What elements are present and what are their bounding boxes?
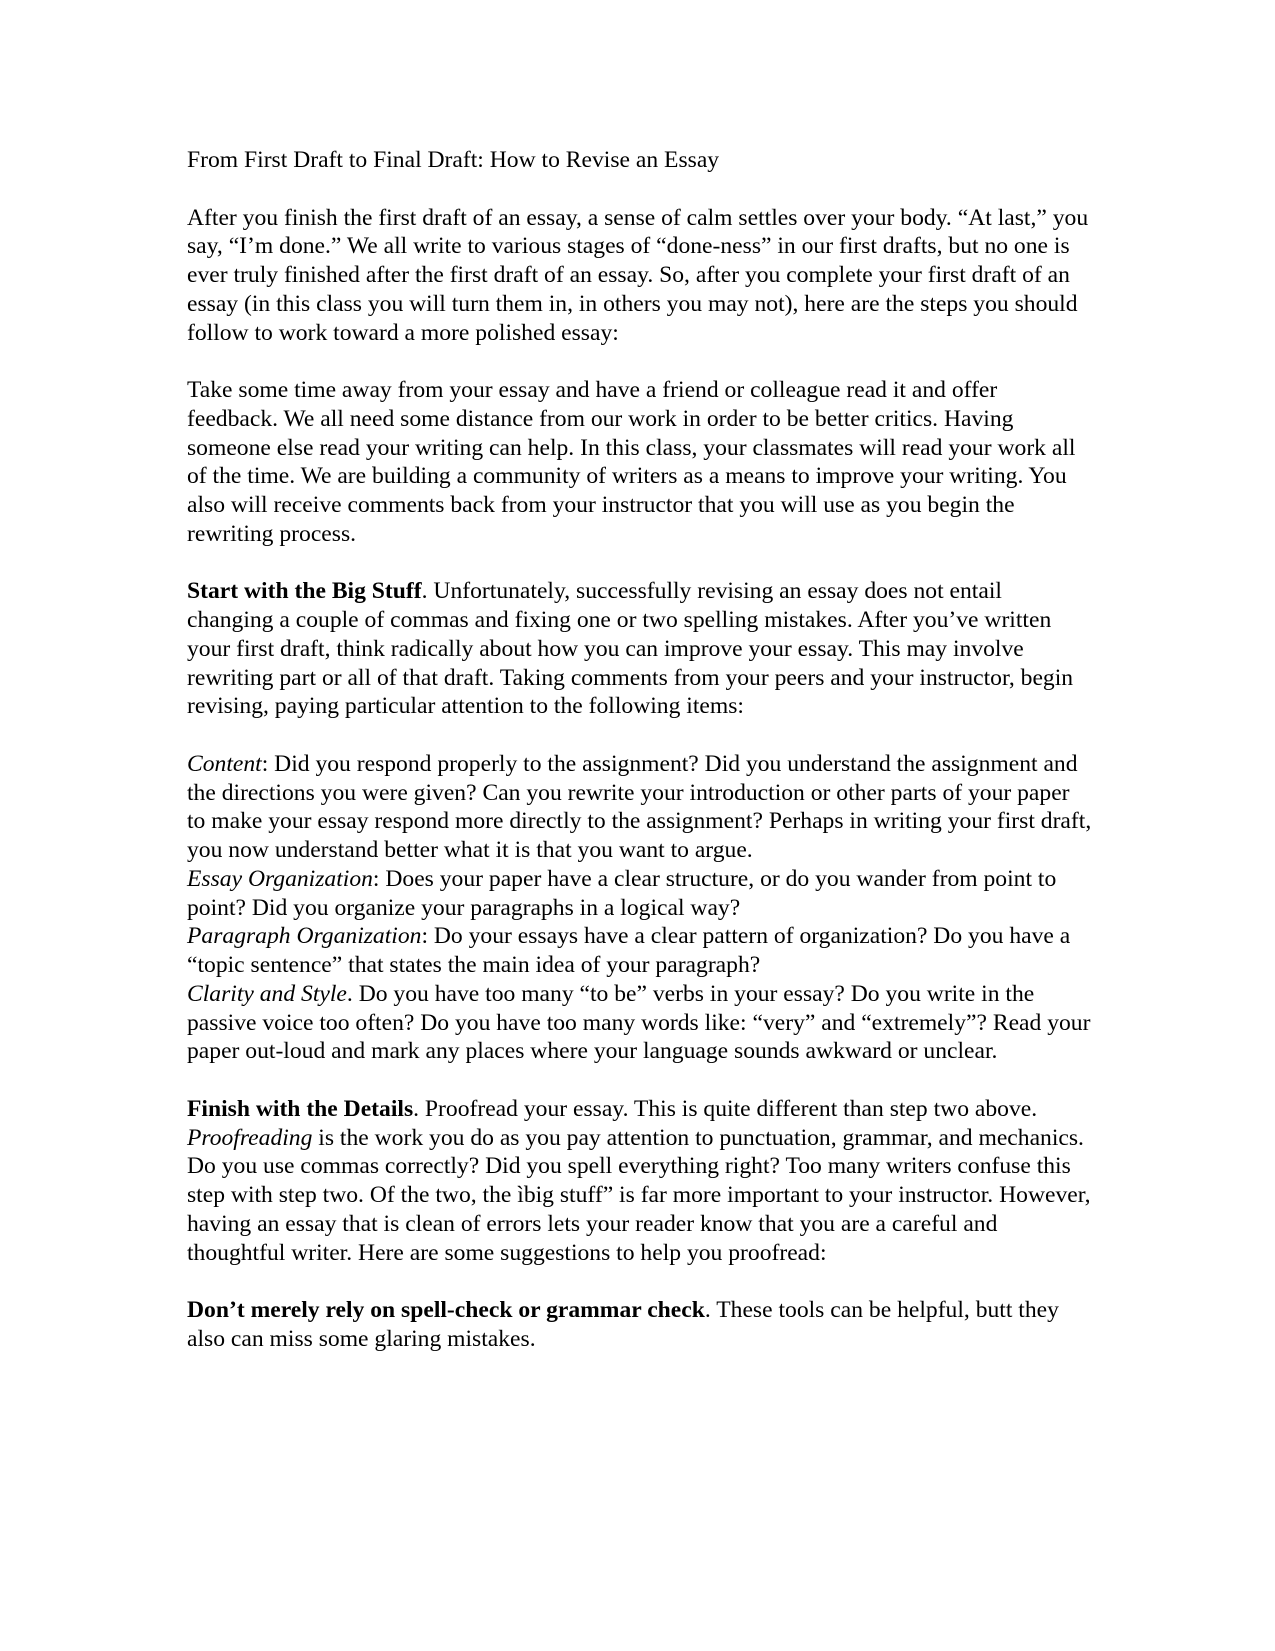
clarity-style-item: [187, 980, 1092, 1066]
content-text: : Did you respond properly to the assignment? Did you understand the assignment and the directions you were given? Can you rewrite your introduction or other parts of your paper to make your essay respond more directly to the assignment? Perhaps in writing your first draft, you now understand better what it is that you want to argue.: [187, 750, 1092, 863]
details-heading: Finish with the Details: [187, 1095, 414, 1122]
details-text-2: is the work you do as you pay attention to punctuation, grammar, and mechanics. Do you use commas correctly? Did you spell everything right? Too many writers confuse this step with step two. Of the two, the ìbig stuff” is far more important to your instructor. However, having an essay that is clean of errors lets your reader know that you are a careful and thoughtful writer. Here are some suggestions to help you proofread:: [187, 1124, 1091, 1266]
paragraph-gap: [187, 1066, 1092, 1095]
content-item: [187, 750, 1092, 865]
paragraph-gap: [187, 721, 1092, 750]
paragraph-organization-text: : Do your essays have a clear pattern of organization? Do you have a “topic sentence” that states the main idea of your paragraph?: [187, 923, 1071, 978]
document-page: [187, 146, 1092, 1354]
paragraph-gap: [187, 1267, 1092, 1296]
paragraph-gap: [187, 549, 1092, 578]
intro-paragraph: After you finish the first draft of an essay, a sense of calm settles over your body. “At last,” you say, “I’m done.” We all write to various stages of “done-ness” in our first drafts, but no one is ever truly finished after the first draft of an essay. So, after you complete your first draft of an essay (in this class you will turn them in, in others you may not), here are the steps you should follow to work toward a more polished essay:: [187, 204, 1089, 346]
paragraph-gap: [187, 175, 1092, 204]
content-term: Content: [187, 750, 262, 777]
spellcheck-text: . These tools can be helpful, butt they also can miss some glaring mistakes.: [187, 1297, 1059, 1352]
time-away-paragraph: Take some time away from your essay and have a friend or colleague read it and offer feedback. We all need some distance from our work in order to be better critics. Having someone else read your writing can help. In this class, your classmates will read your work all of the time. We are building a community of writers as a means to improve your writing. You also will receive comments back from your instructor that you will use as you begin the rewriting process.: [187, 377, 1076, 547]
clarity-style-term: Clarity and Style: [187, 980, 347, 1007]
big-stuff-heading: Start with the Big Stuff: [187, 578, 422, 605]
spellcheck-heading: Don’t merely rely on spell-check or grammar check: [187, 1297, 705, 1323]
paragraph-organization-item: [187, 922, 1092, 980]
big-stuff-paragraph: [187, 577, 1092, 721]
essay-organization-item: [187, 865, 1092, 923]
big-stuff-text: . Unfortunately, successfully revising an essay does not entail changing a couple of commas and fixing one or two spelling mistakes. After you’ve written your first draft, think radically about how you can improve your essay. This may involve rewriting part or all of that draft. Taking comments from your peers and your instructor, begin revising, paying particular attention to the following items:: [187, 578, 1074, 720]
paragraph-gap: [187, 347, 1092, 376]
details-paragraph: [187, 1095, 1092, 1268]
details-text-1: . Proofread your essay. This is quite different than step two above.: [413, 1095, 1038, 1122]
clarity-style-text: . Do you have too many “to be” verbs in your essay? Do you write in the passive voice too often? Do you have too many words like: “very” and “extremely”? Read your paper out-loud and mark any places where your language sounds awkward or unclear.: [187, 980, 1091, 1065]
paragraph-organization-term: Paragraph Organization: [187, 923, 422, 950]
essay-organization-text: : Does your paper have a clear structure, or do you wander from point to point? Did you organize your paragraphs in a logical way?: [187, 865, 1057, 921]
essay-organization-term: Essay Organization: [187, 865, 373, 892]
spellcheck-paragraph: [187, 1296, 1092, 1354]
document-title: From First Draft to Final Draft: How to Revise an Essay: [187, 147, 720, 173]
proofreading-term: Proofreading: [187, 1124, 313, 1151]
